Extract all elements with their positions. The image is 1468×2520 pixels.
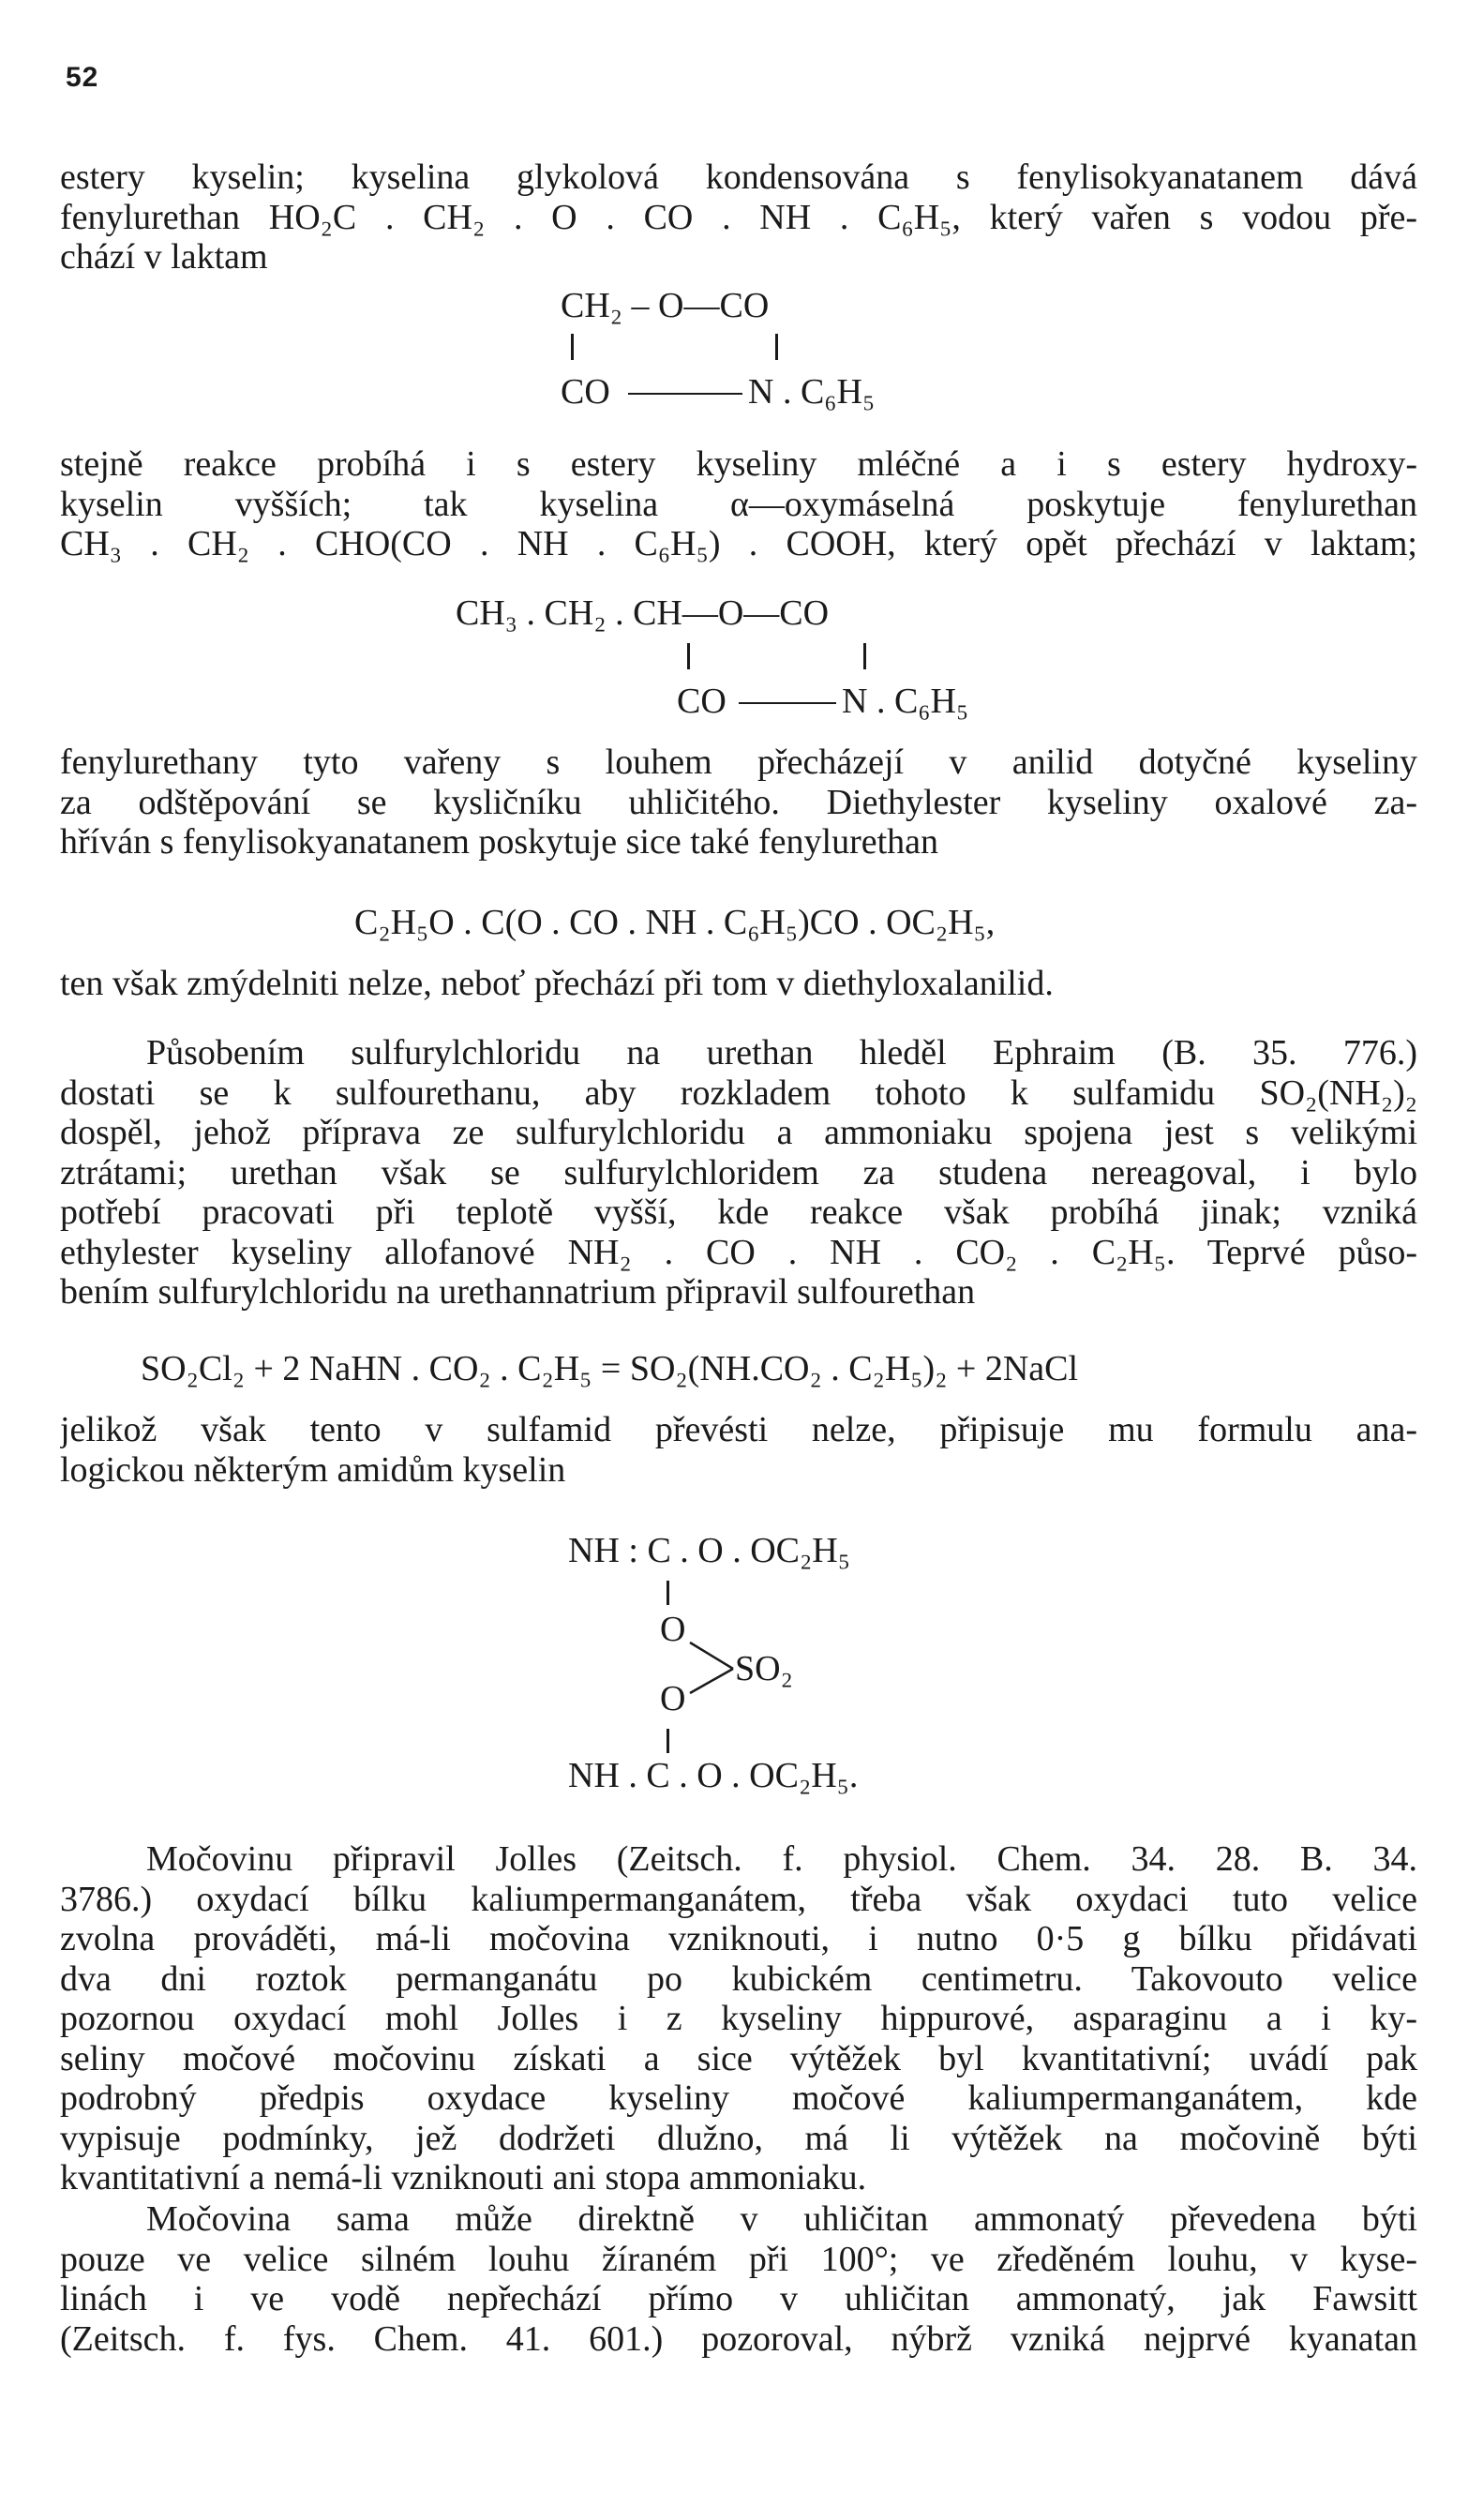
formula-line-top: CH₂ – O—CO: [561, 286, 770, 325]
text-line: ten však zmýdelniti nelze, neboť přechází při tom v diethyloxalanilid.: [60, 964, 1054, 1003]
text-line: dostati se k sulfourethanu, aby rozkladem tohoto k sulfamidu SO₂(NH₂)₂: [60, 1072, 1417, 1113]
text-line: bením sulfurylchloridu na urethannatrium připravil sulfourethan: [60, 1272, 976, 1312]
text-line: CH₃ . CH₂ . CHO(CO . NH . C₆H₅) . COOH, který opět přechází v laktam;: [60, 524, 1417, 563]
paragraph-8: [60, 2199, 1417, 2359]
formula-so2: SO₂: [735, 1649, 793, 1688]
formula-oxalate: C₂H₅O . C(O . CO . NH . C₆H₅)CO . OC₂H₅,: [354, 903, 996, 942]
formula-line-bottom-left: CO: [561, 372, 610, 412]
text-line: fenylurethan HO₂C . CH₂ . O . CO . NH . C₆H₅, který vařen s vodou pře-: [60, 197, 1417, 237]
text-line: Působením sulfurylchloridu na urethan hleděl Ephraim (B. 35. 776.): [146, 1033, 1417, 1072]
text-line: Močovinu připravil Jolles (Zeitsch. f. physiol. Chem. 34. 28. B. 34.: [146, 1839, 1417, 1879]
text-line: Močovina sama může direktně v uhličitan ammonatý převedena býti: [146, 2199, 1417, 2239]
text-line: podrobný předpis oxydace kyseliny močové kaliumpermanganátem, kde: [60, 2078, 1417, 2118]
text-line: potřebí pracovati při teplotě vyšší, kde reakce však probíhá jinak; vzniká: [60, 1192, 1417, 1232]
text-line: zvolna prováděti, má-li močovina vzniknouti, i nutno 0·5 g bílku přidávati: [60, 1919, 1417, 1958]
text-line: pouze ve velice silném louhu žíraném při 100°; ve zředěném louhu, v kyse-: [60, 2239, 1417, 2279]
text-line: fenylurethany tyto vařeny s louhem přecházejí v anilid dotyčné kyseliny: [60, 742, 1417, 782]
paragraph-7: [60, 1839, 1417, 2198]
text-line: pozornou oxydací mohl Jolles i z kyseliny hippurové, asparaginu a i ky-: [60, 1999, 1417, 2038]
text-line: dospěl, jehož příprava ze sulfurylchloridu a ammoniaku spojena jest s velikými: [60, 1113, 1417, 1152]
text-line: chází v laktam: [60, 237, 268, 277]
text-line: ztrátami; urethan však se sulfurylchloridem za studena nereagoval, i bylo: [60, 1152, 1417, 1192]
formula-reaction-equation: SO₂Cl₂ + 2 NaHN . CO₂ . C₂H₅ = SO₂(NH.CO₂ . C₂H₅)₂ + 2NaCl: [141, 1349, 1079, 1388]
formula-oxygen-2: O: [660, 1679, 686, 1718]
text-line: hříván s fenylisokyanatanem poskytuje sice také fenylurethan: [60, 822, 939, 862]
formula-line-bottom-right: N . C₆H₅: [748, 372, 876, 412]
text-line: stejně reakce probíhá i s estery kyseliny mléčné a i s estery hydroxy-: [60, 444, 1417, 484]
text-line: za odštěpování se kysličníku uhličitého. Diethylester kyseliny oxalové za-: [60, 782, 1417, 822]
page-number: 52: [66, 62, 99, 93]
formula-oxygen-1: O: [660, 1610, 686, 1649]
formula-line-bottom-right: N . C₆H₅: [842, 682, 969, 721]
text-line: (Zeitsch. f. fys. Chem. 41. 601.) pozoroval, nýbrž vzniká nejprvé kyanatan: [60, 2318, 1417, 2359]
text-line: dva dni roztok permanganátu po kubickém centimetru. Takovouto velice: [60, 1958, 1417, 1999]
text-line: estery kyselin; kyselina glykolová kondensována s fenylisokyanatanem dává: [60, 158, 1417, 197]
bond-vertical-lower: [667, 1729, 669, 1753]
formula-line-top: CH₃ . CH₂ . CH—O—CO: [456, 593, 830, 633]
text-line: linách i ve vodě nepřechází přímo v uhličitan ammonatý, jak Fawsitt: [60, 2279, 1417, 2318]
text-line: ethylester kyseliny allofanové NH₂ . CO . NH . CO₂ . C₂H₅. Teprvé půso-: [60, 1232, 1417, 1272]
text-line: jelikož však tento v sulfamid převésti nelze, připisuje mu formulu ana-: [60, 1410, 1417, 1449]
text-line: kvantitativní a nemá-li vzniknouti ani stopa ammoniaku.: [60, 2158, 867, 2198]
text-line: 3786.) oxydací bílku kaliumpermanganátem, třeba však oxydaci tuto velice: [60, 1879, 1417, 1919]
formula-line-top: NH : C . O . OC₂H₅: [568, 1531, 850, 1570]
formula-line-bottom-left: CO: [677, 682, 727, 721]
text-line: vypisuje podmínky, jež dodržeti dlužno, má li výtěžek na močovině býti: [60, 2118, 1417, 2158]
text-line: kyselin vyšších; tak kyselina α—oxymáselná poskytuje fenylurethan: [60, 484, 1417, 524]
formula-line-bottom: NH . C . O . OC₂H₅.: [568, 1756, 859, 1795]
text-line: seliny močové močovinu získati a sice výtěžek byl kvantitativní; uvádí pak: [60, 2038, 1417, 2078]
text-line: logickou některým amidům kyselin: [60, 1449, 566, 1490]
